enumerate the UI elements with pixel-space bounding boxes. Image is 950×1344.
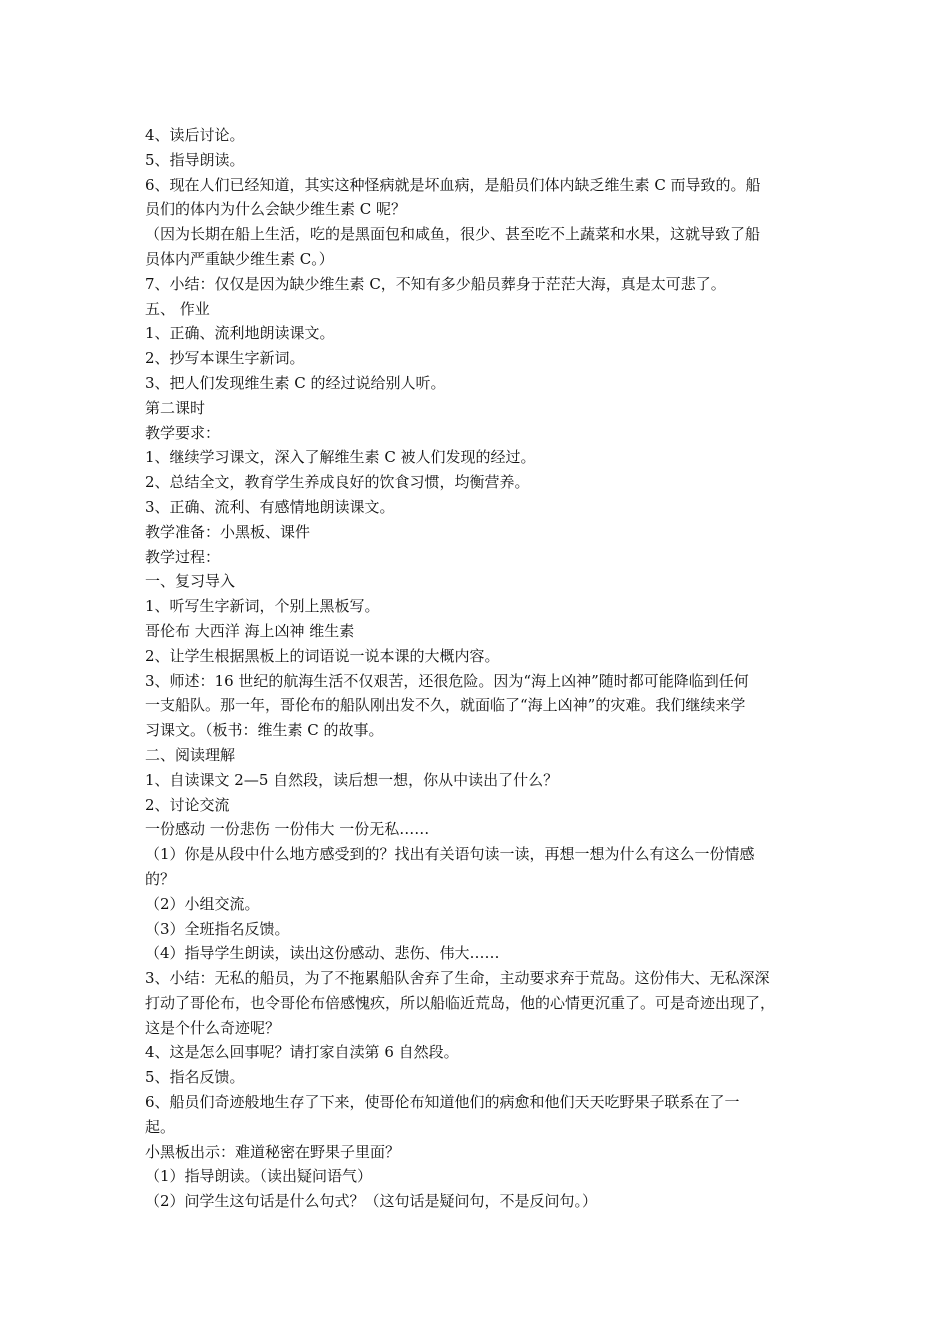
text-line: （2）小组交流。	[145, 894, 260, 913]
text-line: 1、听写生字新词，个别上黑板写。	[145, 597, 380, 616]
text-line: 1、继续学习课文，深入了解维生素 C 被人们发现的经过。	[145, 448, 536, 467]
text-line: 习课文。（板书：维生素 C 的故事。	[145, 721, 384, 740]
text-line: （4）指导学生朗读，读出这份感动、悲伤、伟大……	[145, 944, 500, 963]
text-line: 员体内严重缺少维生素 C。）	[145, 249, 334, 268]
text-line: 一支船队。那一年，哥伦布的船队刚出发不久，就面临了“海上凶神”的灾难。我们继续来学	[145, 696, 746, 715]
text-line: 小黑板出示：难道秘密在野果子里面？	[145, 1142, 401, 1161]
text-line: 6、现在人们已经知道，其实这种怪病就是坏血病，是船员们体内缺乏维生素 C 而导致的。船	[145, 175, 761, 194]
section-heading: 第二课时	[145, 398, 206, 417]
text-line: 2、让学生根据黑板上的词语说一说本课的大概内容。	[145, 646, 500, 665]
text-line: 3、正确、流利、有感情地朗读课文。	[145, 497, 395, 516]
text-line: 6、船员们奇迹般地生存了下来，使哥伦布知道他们的病愈和他们天天吃野果子联系在了一	[145, 1093, 740, 1112]
text-line: 的？	[145, 869, 176, 888]
text-line: （3）全班指名反馈。	[145, 919, 290, 938]
text-line: 打动了哥伦布，也令哥伦布倍感愧疚，所以船临近荒岛，他的心情更沉重了。可是奇迹出现了，	[145, 993, 776, 1012]
text-line: 这是个什么奇迹呢？	[145, 1018, 281, 1037]
text-line: 3、师述：16 世纪的航海生活不仅艰苦，还很危险。因为“海上凶神”随时都可能降临到任何	[145, 671, 749, 690]
text-line: 7、小结：仅仅是因为缺少维生素 C，不知有多少船员葬身于茫茫大海，真是太可悲了。	[145, 274, 726, 293]
section-heading: 一、复习导入	[145, 572, 236, 591]
text-line: 2、总结全文，教育学生养成良好的饮食习惯，均衡营养。	[145, 473, 530, 492]
section-heading: 五、 作业	[145, 299, 210, 318]
text-line: 3、把人们发现维生素 C 的经过说给别人听。	[145, 373, 446, 392]
text-line: 教学要求：	[145, 423, 221, 442]
text-line: 1、自读课文 2—5 自然段，读后想一想，你从中读出了什么？	[145, 770, 559, 789]
text-line: 4、读后讨论。	[145, 126, 245, 144]
text-line: （1）指导朗读。（读出疑问语气）	[145, 1167, 373, 1186]
document-body	[145, 123, 815, 1214]
section-heading: 二、阅读理解	[145, 745, 236, 764]
text-line: 教学准备：小黑板、课件	[145, 522, 311, 541]
text-line: 起。	[145, 1117, 176, 1136]
text-line: 教学过程：	[145, 547, 221, 566]
text-line: 3、小结：无私的船员，为了不拖累船队舍弃了生命，主动要求弃于荒岛。这份伟大、无私深深	[145, 969, 770, 988]
text-line: 一份感动 一份悲伤 一份伟大 一份无私……	[145, 820, 430, 839]
text-line: 员们的体内为什么会缺少维生素 C 呢？	[145, 200, 407, 219]
text-line: 4、这是怎么回事呢？请打家自渎第 6 自然段。	[145, 1043, 459, 1062]
text-line: 5、指名反馈。	[145, 1068, 245, 1087]
text-line: 2、抄写本课生字新词。	[145, 349, 305, 368]
text-line: 哥伦布 大西洋 海上凶神 维生素	[145, 621, 355, 640]
text-line: （2）问学生这句话是什么句式？（这句话是疑问句，不是反问句。）	[145, 1192, 598, 1211]
text-line: 5、指导朗读。	[145, 150, 245, 169]
text-line: （因为长期在船上生活，吃的是黑面包和咸鱼，很少、甚至吃不上蔬菜和水果，这就导致了船	[145, 225, 761, 244]
text-line: 1、正确、流利地朗读课文。	[145, 324, 335, 343]
text-line: 2、讨论交流	[145, 795, 230, 814]
text-line: （1）你是从段中什么地方感受到的？找出有关语句读一读，再想一想为什么有这么一份情感	[145, 845, 755, 864]
